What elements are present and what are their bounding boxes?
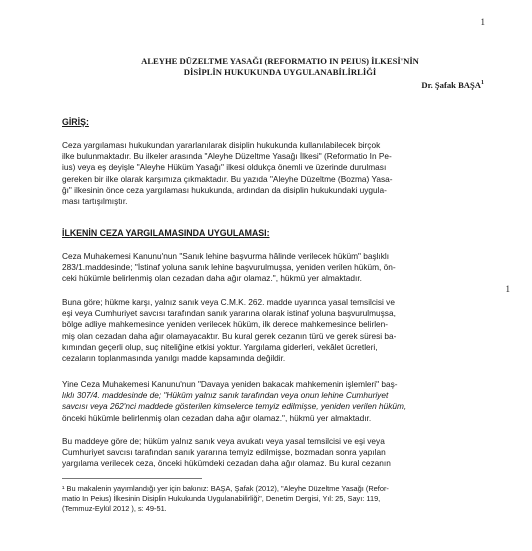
- intro-line: Ceza yargılaması hukukundan yararlanılarak disiplin hukukunda kullanılabilecek birçok: [62, 140, 381, 150]
- page-number: 1: [480, 17, 485, 27]
- footnote: [62, 484, 496, 515]
- author-footnote-marker: 1: [481, 80, 484, 87]
- title-line-1: ALEYHE DÜZELTME YASAĞI (REFORMATIO IN PEIUS) İLKESİ'NİN: [141, 56, 419, 66]
- intro-line: ğı" ilkesinin önce ceza yargılaması hukukunda, ardından da disiplin hukukundaki uygula-: [62, 184, 387, 195]
- paragraph-line: eşi veya Cumhuriyet savcısı tarafından sanık yararına olarak istinaf yoluna başvurulmuşsa,: [62, 308, 396, 319]
- paragraph-line: Yine Ceza Muhakemesi Kanunu'nun "Davaya yeniden bakacak mahkemenin işlemleri" baş-: [62, 379, 398, 389]
- paragraph-2: [62, 297, 496, 364]
- paragraph-line: cezaların toplanmasında yanılgı madde kapsamında değildir.: [62, 353, 286, 364]
- author-name: [421, 80, 484, 90]
- intro-line: ius) veya eş deyişle "Aleyhe Hüküm Yasağı" ilkesi oldukça önemli ve üzerinde durulması: [62, 162, 387, 173]
- author-text: Dr. Şafak BAŞA: [421, 80, 481, 90]
- footnote-divider: [62, 478, 202, 479]
- intro-line: gereken bir ilke olarak karşımıza çıkmaktadır. Bu yazıda "Aleyhe Düzeltme (Bozma) Yasa-: [62, 173, 393, 184]
- paragraph-line: lıklı 307/4. maddesinde de; "Hüküm yalnız sanık tarafından veya onun lehine Cumhuriyet: [62, 390, 389, 401]
- paragraph-line: savcısı veya 262'nci maddede gösterilen kimselerce temyiz edilmişse, yeniden verilen hüküm,: [62, 401, 407, 412]
- paragraph-line: önceki hükümle belirlenmiş olan cezadan daha ağır olamaz.", hükmü yer almaktadır.: [62, 412, 372, 423]
- paragraph-line: ceki hükümle belirlenmiş olan cezadan daha ağır olamaz.", hükmü yer almaktadır.: [62, 273, 362, 284]
- side-page-number: 1: [505, 284, 510, 294]
- intro-paragraph: [62, 140, 496, 207]
- paragraph-line: Ceza Muhakemesi Kanunu'nun "Sanık lehine başvurma hâlinde verilecek hüküm" başlıklı: [62, 251, 390, 261]
- paragraph-line: miş olan cezadan daha ağır olamayacaktır. Bu kural gerek cezanın türü ve gerek süresi ba-: [62, 330, 397, 341]
- paragraph-line: kımından geçerli olup, suç niteliğine etkisi yoktur. Yargılama giderleri, vekâlet ücretleri,: [62, 341, 378, 352]
- paragraph-3: [62, 379, 496, 424]
- title-line-2: DİSİPLİN HUKUKUNDA UYGULANABİLİRLİĞİ: [183, 67, 377, 77]
- intro-line: ması tartışılmıştır.: [62, 196, 128, 207]
- footnote-line: ¹ Bu makalenin yayımlandığı yer için bakınız: BAŞA, Şafak (2012), "Aleyhe Düzeltme Yasağı (Refor-: [62, 484, 389, 493]
- footnote-line: (Temmuz-Eylül 2012 ), s: 49-51.: [62, 504, 167, 514]
- paragraph-line: Cumhuriyet savcısı tarafından sanık yararına temyiz edilmişse, bozmadan sonra yapılan: [62, 447, 386, 458]
- intro-line: ilke bulunmaktadır. Bu ilkeler arasında "Aleyhe Düzeltme Yasağı İlkesi" (Reformatio In Pe-: [62, 151, 392, 162]
- giris-heading: GİRİŞ:: [62, 117, 89, 127]
- paragraph-line: yargılama verilecek ceza, önceki hükümdeki cezadan daha ağır olamaz. Bu kural cezanın: [62, 458, 391, 469]
- footnote-line: matio In Peius) İlkesinin Disiplin Hukukunda Uygulanabilirliği", Denetim Dergisi, Yıl: 25, Sayı: 119,: [62, 494, 381, 504]
- paragraph-line: Bu maddeye göre de; hüküm yalnız sanık veya avukatı veya yasal temsilcisi ve eşi veya: [62, 436, 385, 446]
- paragraph-line: bölge adliye mahkemesince yeniden verilecek hüküm, ilk derece mahkemesince belirlen-: [62, 319, 389, 330]
- section-heading: İLKENİN CEZA YARGILAMASINDA UYGULAMASI:: [62, 228, 270, 238]
- paragraph-4: [62, 436, 496, 470]
- paragraph-line: 283/1.maddesinde; "İstinaf yoluna sanık lehine başvurulmuşsa, yeniden verilen hüküm, ön-: [62, 262, 396, 273]
- article-title: [62, 56, 498, 78]
- paragraph-line: Buna göre; hükme karşı, yalnız sanık veya C.M.K. 262. madde uyarınca yasal temsilcisi ve: [62, 297, 395, 307]
- paragraph-1: [62, 251, 496, 285]
